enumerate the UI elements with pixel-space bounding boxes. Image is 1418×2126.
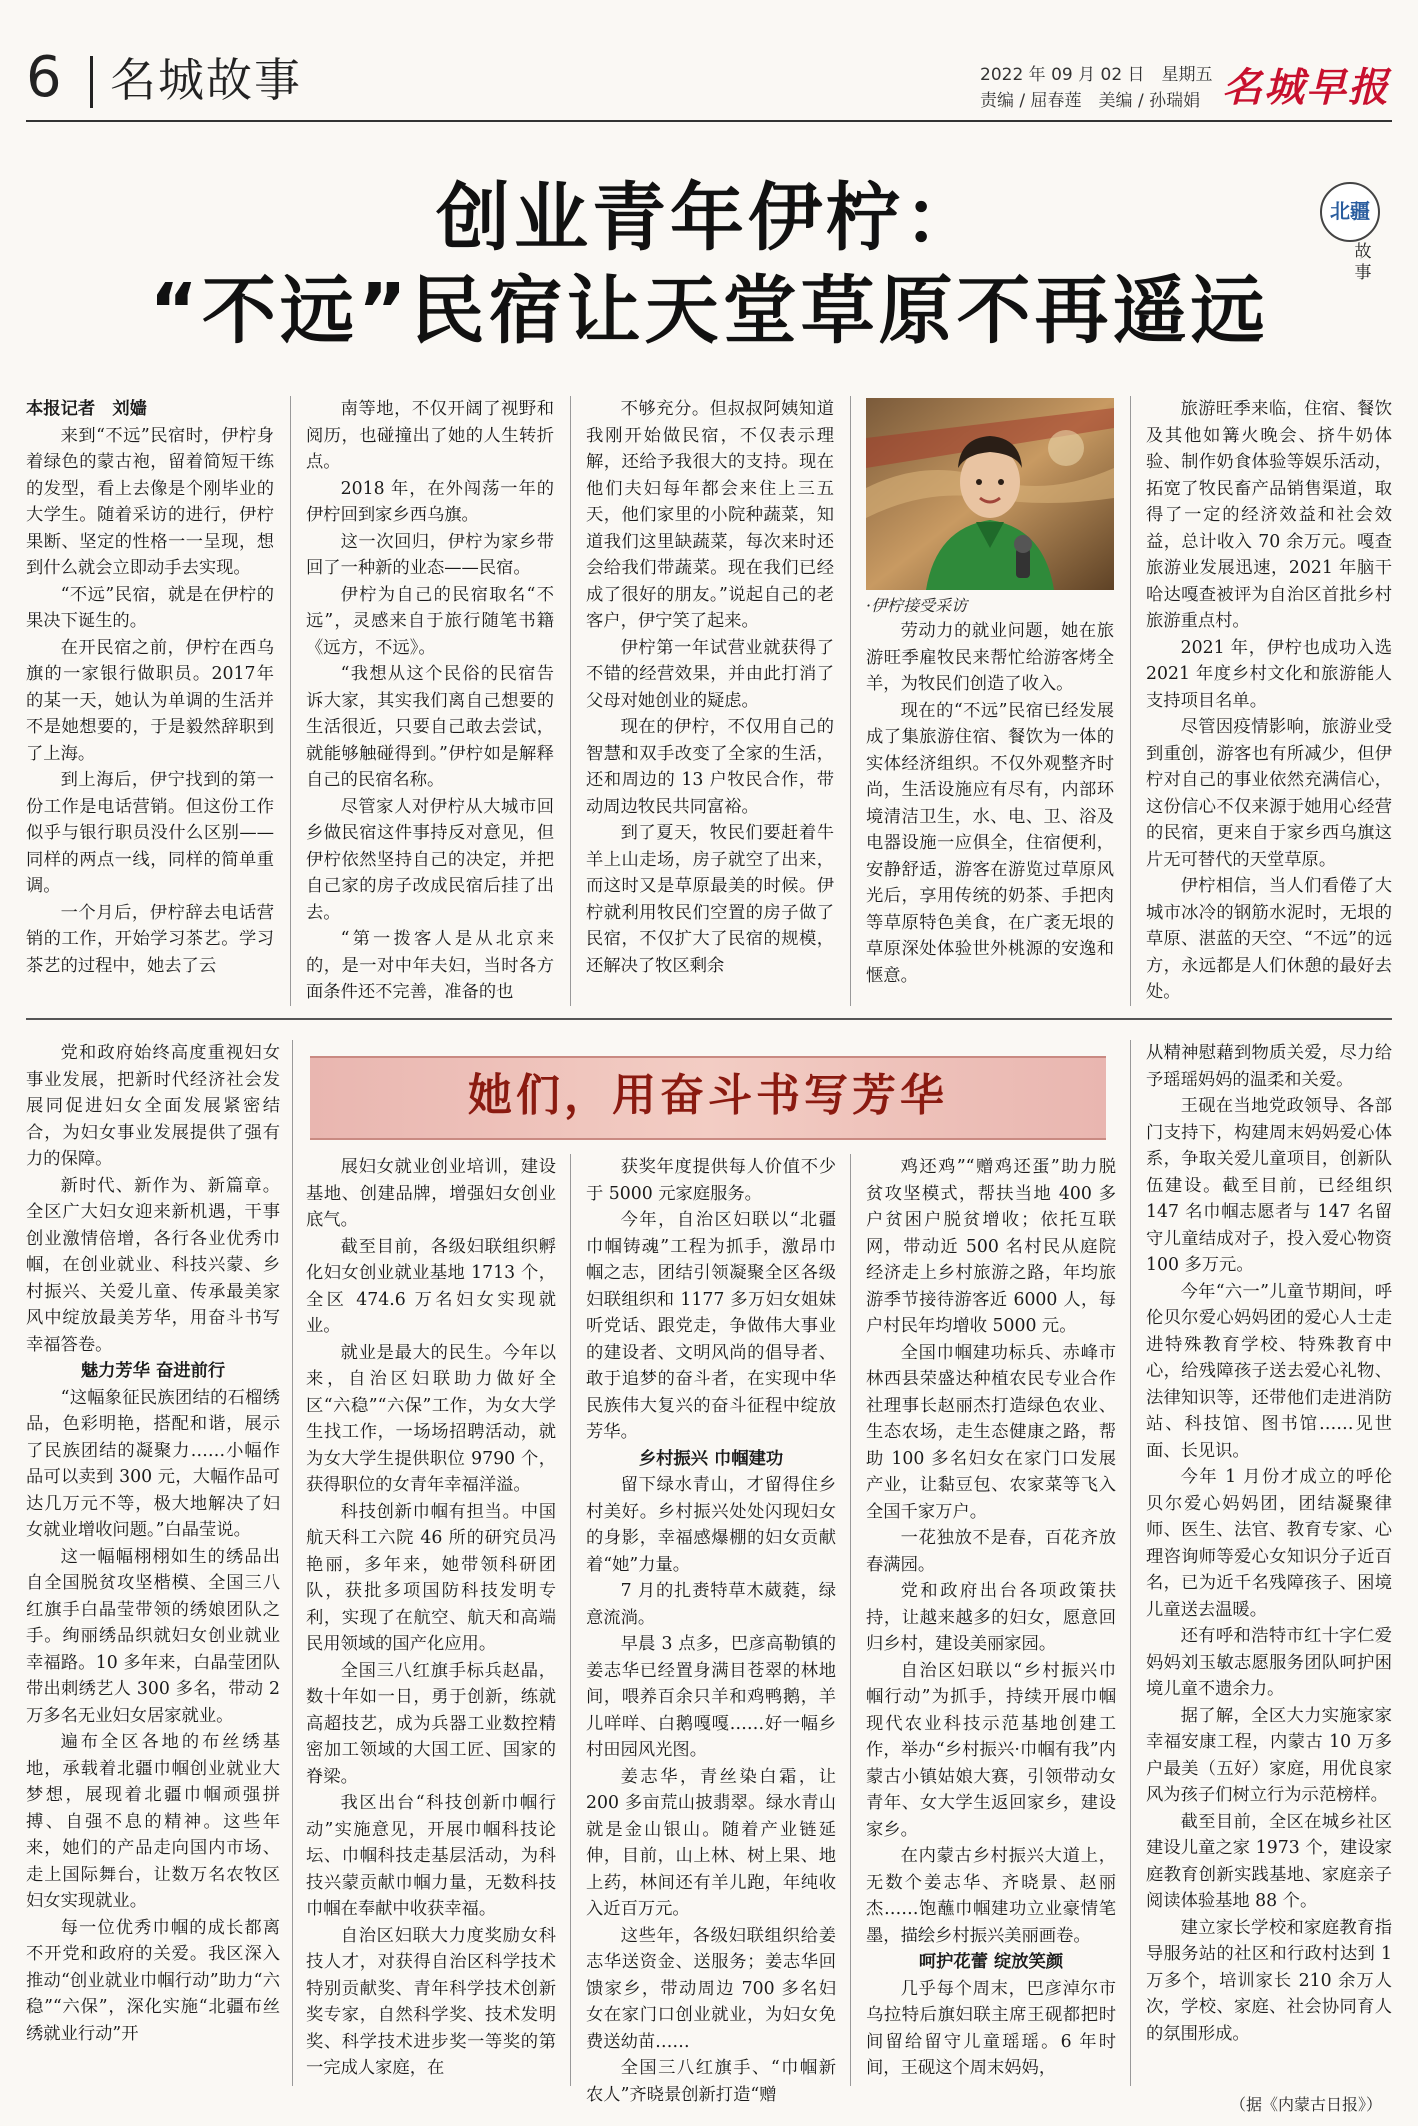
column-divider [850, 396, 851, 1006]
photo-caption: ·伊柠接受采访 [866, 596, 968, 615]
paragraph: 建立家长学校和家庭教育指导服务站的社区和行政村达到 1 万多个，培训家长 210 余万人次，学校、家庭、社会协同育人的氛围形成。 [1146, 1917, 1392, 2044]
paragraph: 伊柠为自己的民宿取名“不远”，灵感来自于旅行随笔书籍《远方，不远》。 [306, 584, 554, 658]
paragraph: “第一拨客人是从北京来的，是一对中年夫妇，当时各方面条件还不完善，准备的也 [306, 929, 554, 1002]
paragraph: 在内蒙古乡村振兴大道上，无数个姜志华、齐晓景、赵丽杰……饱蘸巾帼建功立业豪情笔墨，描绘乡村振兴美丽画卷。 [866, 1846, 1116, 1946]
issue-date: 2022 年 09 月 02 日 星期五 [980, 65, 1213, 85]
paragraph: 我区出台“科技创新巾帼行动”实施意见，开展巾帼科技论坛、巾帼科技走基层活动，为科技兴蒙贡献巾帼力量，无数科技巾帼在奉献中收获幸福。 [306, 1793, 556, 1919]
article1-column-4 [866, 618, 1114, 1006]
paragraph: 到上海后，伊宁找到的第一份工作是电话营销。但这份工作似乎与银行职员没什么区别——同样的两点一线，同样的简单重调。 [26, 770, 274, 896]
article1-column-3 [586, 396, 834, 1006]
column-divider [850, 1154, 851, 2086]
paragraph: 自治区妇联以“乡村振兴巾帼行动”为抓手，持续开展巾帼现代农业科技示范基地创建工作，举办“乡村振兴·巾帼有我”内蒙古小镇姑娘大赛，引领带动女青年、女大学生返回家乡，建设家乡。 [866, 1660, 1116, 1840]
masthead-rule [26, 120, 1392, 122]
column-divider [1130, 1040, 1131, 2086]
paragraph: 新时代、新作为、新篇章。全区广大妇女迎来新机遇，干事创业激情倍增，各行各业优秀巾帼，在创业就业、科技兴蒙、乡村振兴、关爱儿童、传承最美家风中绽放最美芳华，用奋斗书写幸福答卷。 [26, 1175, 280, 1355]
article1-column-5 [1146, 396, 1392, 1006]
paragraph: 自治区妇联大力度奖励女科技人才，对获得自治区科学技术特别贡献奖、青年科学技术创新奖专家，自然科学奖、技术发明奖、科学技术进步奖一等奖的第一完成人家庭，在 [306, 1925, 556, 2078]
paragraph: 2021 年，伊柠也成功入选 2021 年度乡村文化和旅游能人支持项目名单。 [1146, 637, 1392, 711]
paragraph: 科技创新巾帼有担当。中国航天科工六院 46 所的研究员冯艳丽，多年来，她带领科研团队，获批多项国防科技发明专利，实现了在航空、航天和高端民用领域的国产化应用。 [306, 1501, 556, 1654]
article2-column-5 [1146, 1040, 1392, 2086]
article2-column-1 [26, 1040, 280, 2086]
article2-column-2 [306, 1154, 556, 2086]
story-badge-label: 故事 [1354, 242, 1372, 283]
paragraph: 尽管因疫情影响，旅游业受到重创，游客也有所减少，但伊柠对自己的事业依然充满信心，这份信心不仅来源于她用心经营的民宿，更来自于家乡西乌旗这片无可替代的天堂草原。 [1146, 717, 1392, 870]
paragraph: 伊柠相信，当人们看倦了大城市冰冷的钢筋水泥时，无垠的草原、湛蓝的天空、“不远”的远方，永远都是人们休憩的最好去处。 [1146, 876, 1392, 1002]
beijiang-story-logo-icon: 北疆 [1320, 182, 1380, 242]
paragraph: 从精神慰藉到物质关爱，尽力给予瑶瑶妈妈的温柔和关爱。 [1146, 1043, 1392, 1090]
paragraph: 展妇女就业创业培训，建设基地、创建品牌，增强妇女创业底气。 [306, 1157, 556, 1230]
paragraph: 到了夏天，牧民们要赶着牛羊上山走场，房子就空了出来，而这时又是草原最美的时候。伊柠就利用牧民们空置的房子做了民宿，不仅扩大了民宿的规模，还解决了牧区剩余 [586, 823, 834, 976]
paragraph: 还有呼和浩特市红十字仁爱妈妈刘玉敏志愿服务团队呵护困境儿童不遗余力。 [1146, 1626, 1392, 1699]
paragraph: 几乎每个周末，巴彦淖尔市乌拉特后旗妇联主席王砚都把时间留给留守儿童瑶瑶。6 年时间，王砚这个周末妈妈， [866, 1978, 1116, 2078]
paragraph: 一花独放不是春，百花齐放春满园。 [866, 1528, 1116, 1575]
paragraph: 全国三八红旗手标兵赵晶，数十年如一日，勇于创新，练就高超技艺，成为兵器工业数控精密加工领域的大国工匠、国家的脊梁。 [306, 1660, 556, 1787]
paragraph: 今年“六一”儿童节期间，呼伦贝尔爱心妈妈团的爱心人士走进特殊教育学校、特殊教育中心，给残障孩子送去爱心礼物、法律知识等，还带他们走进消防站、科技馆、图书馆……见世面、长见识。 [1146, 1281, 1392, 1461]
article2-column-4 [866, 1154, 1116, 2086]
section-title: 名城故事 [110, 53, 302, 107]
paragraph: 一个月后，伊柠辞去电话营销的工作，开始学习茶艺。学习茶艺的过程中，她去了云 [26, 902, 274, 976]
article1-column-2 [306, 396, 554, 1006]
masthead-divider [90, 56, 93, 108]
column-divider [570, 1154, 571, 2086]
column-divider [1130, 396, 1131, 1006]
source-note: （据《内蒙古日报》） [1230, 2095, 1383, 2114]
paragraph: “不远”民宿，就是在伊柠的果决下诞生的。 [26, 584, 274, 631]
paragraph: 获奖年度提供每人价值不少于 5000 元家庭服务。 [586, 1157, 836, 1204]
article2-title: 她们，用奋斗书写芳华 [468, 1070, 948, 1121]
interview-photo [866, 398, 1114, 590]
column-divider [290, 396, 291, 1006]
paragraph: 今年 1 月份才成立的呼伦贝尔爱心妈妈团，团结凝聚律师、医生、法官、教育专家、心理咨询师等爱心女知识分子近百名，已为近千名残障孩子、困境儿童送去温暖。 [1146, 1467, 1392, 1620]
paragraph: 现在的伊柠，不仅用自己的智慧和双手改变了全家的生活，还和周边的 13 户牧民合作，带动周边牧民共同富裕。 [586, 717, 834, 817]
paragraph: 这些年，各级妇联组织给姜志华送资金、送服务；姜志华回馈家乡，带动周边 700 多名妇女在家门口创业就业，为妇女免费送幼苗…… [586, 1925, 836, 2052]
section-divider [26, 1018, 1392, 1020]
paragraph: 在开民宿之前，伊柠在西乌旗的一家银行做职员。2017年的某一天，她认为单调的生活并不是她想要的，于是毅然辞职到了上海。 [26, 637, 274, 764]
paragraph: 来到“不远”民宿时，伊柠身着绿色的蒙古袍，留着简短干练的发型，看上去像是个刚毕业的大学生。随着采访的进行，伊柠果断、坚定的性格一一呈现，想到什么就会立即动手去实现。 [26, 425, 274, 578]
paragraph: 这一次回归，伊柠为家乡带回了一种新的业态——民宿。 [306, 531, 554, 578]
section-subheading: 魅力芳华 奋进前行 [80, 1361, 226, 1381]
paragraph: 早晨 3 点多，巴彦高勒镇的姜志华已经置身满目苍翠的林地间，喂养百余只羊和鸡鸭鹅，羊儿咩咩、白鹅嘎嘎……好一幅乡村田园风光图。 [586, 1634, 836, 1760]
paragraph: 全国三八红旗手、“巾帼新农人”齐晓景创新打造“赠 [586, 2058, 836, 2105]
article-headline-line-1: 创业青年伊柠： [436, 175, 982, 261]
section-subheading: 呵护花蕾 绽放笑颜 [918, 1952, 1064, 1972]
paragraph: 党和政府出台各项政策扶持，让越来越多的妇女，愿意回归乡村，建设美丽家园。 [866, 1581, 1116, 1654]
paragraph: 今年，自治区妇联以“北疆巾帼铸魂”工程为抓手，激昂巾帼之志，团结引领凝聚全区各级妇联组织和 1177 多万妇女姐妹听党话、跟党走，争做伟大事业的建设者、文明风尚的倡导者、敢于追梦的奋斗者，在实现中华民族伟大复兴的奋斗征程中绽放芳华。 [586, 1210, 836, 1442]
paragraph: 留下绿水青山，才留得住乡村美好。乡村振兴处处闪现妇女的身影，幸福感爆棚的妇女贡献着“她”力量。 [586, 1475, 836, 1575]
paragraph: 7 月的扎赉特草木葳蕤，绿意流淌。 [586, 1581, 836, 1628]
paragraph: 鸡还鸡”“赠鸡还蛋”助力脱贫攻坚模式，帮扶当地 400 多户贫困户脱贫增收；依托互联网，带动近 500 名村民从庭院经济走上乡村旅游之路，年均旅游季节接待游客近 6000 人，每户村民年均增收 5000 元。 [866, 1157, 1116, 1336]
paragraph: 截至目前，各级妇联组织孵化妇女创业就业基地 1713 个，全区 474.6 万名妇女实现就业。 [306, 1236, 556, 1336]
newspaper-logo: 名城早报 [1222, 64, 1390, 111]
editors-credit: 责编 / 屈春莲 美编 / 孙瑞娟 [980, 91, 1201, 111]
paragraph: 南等地，不仅开阔了视野和阅历，也碰撞出了她的人生转折点。 [306, 399, 554, 472]
paragraph: 截至目前，全区在城乡社区建设儿童之家 1973 个，建设家庭教育创新实践基地、家庭亲子阅读体验基地 88 个。 [1146, 1811, 1392, 1911]
article1-column-1 [26, 396, 274, 1006]
column-divider [292, 1040, 293, 2086]
paragraph: 就业是最大的民生。今年以来，自治区妇联助力做好全区“六稳”“六保”工作，为女大学生找工作，一场场招聘活动，就为女大学生提供职位 9790 个，获得职位的女青年幸福洋溢。 [306, 1342, 556, 1495]
paragraph: 这一幅幅栩栩如生的绣品出自全国脱贫攻坚楷模、全国三八红旗手白晶莹带领的绣娘团队之手。绚丽绣品织就妇女创业就业幸福路。10 多年来，白晶莹团队带出刺绣艺人 300 多名，带动 2 万多名无业妇女居家就业。 [26, 1546, 280, 1726]
paragraph: 每一位优秀巾帼的成长都离不开党和政府的关爱。我区深入推动“创业就业巾帼行动”助力“六稳”“六保”，深化实施“北疆布丝绣就业行动”开 [26, 1917, 280, 2044]
paragraph: 旅游旺季来临，住宿、餐饮及其他如篝火晚会、挤牛奶体验、制作奶食体验等娱乐活动，拓宽了牧民畜产品销售渠道，取得了一定的经济效益和社会效益，总计收入 70 余万元。嘎查旅游业发展迅速，2021 年脑干哈达嘎查被评为自治区首批乡村旅游重点村。 [1146, 399, 1392, 631]
paragraph: “这幅象征民族团结的石榴绣品，色彩明艳，搭配和谐，展示了民族团结的凝聚力……小幅作品可以卖到 300 元，大幅作品可达几万元不等，极大地解决了妇女就业增收问题。”白晶莹说。 [26, 1387, 280, 1540]
paragraph: “我想从这个民俗的民宿告诉大家，其实我们离自己想要的生活很近，只要自己敢去尝试，就能够触碰得到。”伊柠如是解释自己的民宿名称。 [306, 664, 554, 790]
paragraph: 王砚在当地党政领导、各部门支持下，构建周末妈妈爱心体系，争取关爱儿童项目，创新队伍建设。截至目前，已经组织 147 名巾帼志愿者与 147 名留守儿童结成对子，投入爱心物资 100 多万元。 [1146, 1096, 1392, 1275]
article2-column-3 [586, 1154, 836, 2105]
section-subheading: 乡村振兴 巾帼建功 [638, 1448, 784, 1469]
paragraph: 2018 年，在外闯荡一年的伊柠回到家乡西乌旗。 [306, 478, 554, 525]
paragraph: 姜志华，青丝染白霜，让 200 多亩荒山披翡翠。绿水青山就是金山银山。随着产业链延伸，目前，山上林、树上果、地上药，林间还有羊儿跑，年纯收入近百万元。 [586, 1766, 836, 1919]
paragraph: 现在的“不远”民宿已经发展成了集旅游住宿、餐饮为一体的实体经济组织。不仅外观整齐时尚，生活设施应有尽有，内部环境清洁卫生，水、电、卫、浴及电器设施一应俱全，住宿便利，安静舒适，游客在游览过草原风光后，享用传统的奶茶、手把肉等草原特色美食，在广袤无垠的草原深处体验世外桃源的安逸和惬意。 [866, 700, 1114, 986]
article-headline-line-2: “不远”民宿让天堂草原不再遥远 [149, 268, 1269, 354]
page-number: 6 [26, 45, 62, 110]
paragraph: 遍布全区各地的布丝绣基地，承载着北疆巾帼创业就业大梦想，展现着北疆巾帼顽强拼搏、自强不息的精神。这些年来，她们的产品走向国内市场、走上国际舞台，让数万名农牧区妇女实现就业。 [26, 1732, 280, 1911]
column-divider [570, 396, 571, 1006]
photo-illustration [866, 398, 1114, 590]
paragraph: 不够充分。但叔叔阿姨知道我刚开始做民宿，不仅表示理解，还给予我很大的支持。现在他们夫妇每年都会来住上三五天，他们家里的小院种蔬菜，知道我们这里缺蔬菜，每次来时还会给我们带蔬菜。现在我们已经成了很好的朋友。”说起自己的老客户，伊宁笑了起来。 [586, 399, 834, 631]
paragraph: 伊柠第一年试营业就获得了不错的经营效果，并由此打消了父母对她创业的疑虑。 [586, 637, 834, 711]
byline: 本报记者 刘嫱 [26, 399, 147, 419]
paragraph: 劳动力的就业问题，她在旅游旺季雇牧民来帮忙给游客烤全羊，为牧民们创造了收入。 [866, 621, 1114, 694]
paragraph: 尽管家人对伊柠从大城市回乡做民宿这件事持反对意见，但伊柠依然坚持自己的决定，并把自己家的房子改成民宿后挂了出去。 [306, 796, 554, 923]
paragraph: 党和政府始终高度重视妇女事业发展，把新时代经济社会发展同促进妇女全面发展紧密结合，为妇女事业发展提供了强有力的保障。 [26, 1043, 280, 1169]
paragraph: 据了解，全区大力实施家家幸福安康工程，内蒙古 10 万多户最美（五好）家庭，用优良家风为孩子们树立行为示范榜样。 [1146, 1705, 1392, 1805]
paragraph: 全国巾帼建功标兵、赤峰市林西县荣盛达种植农民专业合作社理事长赵丽杰打造绿色农业、生态农场，走生态健康之路，帮助 100 多名妇女在家门口发展产业，让黏豆包、农家菜等飞入全国千家万户。 [866, 1342, 1116, 1522]
